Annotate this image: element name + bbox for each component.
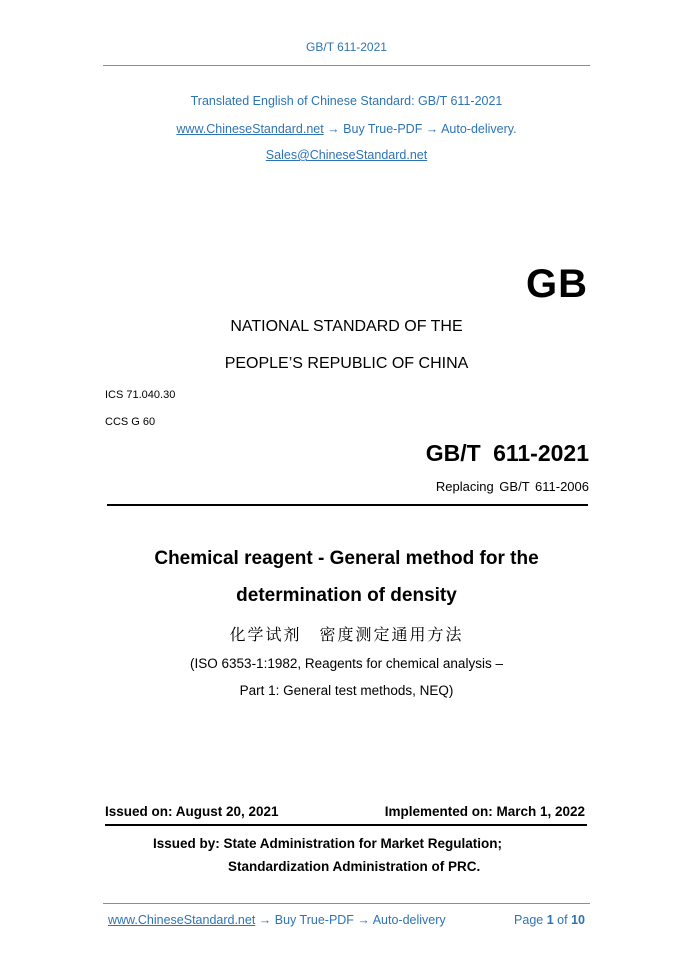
footer-tagline: → Buy True-PDF → Auto-delivery: [255, 913, 446, 927]
promo-email-link[interactable]: Sales@ChineseStandard.net: [265, 148, 428, 162]
footer-site-link[interactable]: www.ChineseStandard.net: [108, 913, 256, 927]
document-title-line-1: Chemical reagent - General method for the: [154, 548, 539, 569]
promo-translation-line: Translated English of Chinese Standard: GB/T 611-2021: [190, 94, 503, 108]
document-title-chinese: 化学试剂 密度测定通用方法: [229, 625, 464, 644]
promo-site-link[interactable]: www.ChineseStandard.net: [176, 122, 324, 136]
iso-reference-line-2: Part 1: General test methods, NEQ): [239, 683, 454, 698]
issued-on-date: Issued on: August 20, 2021: [105, 804, 279, 819]
header-divider: [103, 65, 590, 66]
national-standard-line-2: PEOPLE’S REPUBLIC OF CHINA: [224, 355, 469, 372]
promo-buy-line: [0, 122, 693, 136]
footer-promo: [108, 913, 446, 927]
dates-divider: [105, 824, 587, 826]
standard-number: GB/T 611-2021: [425, 440, 589, 466]
gb-logo-mark: GB: [526, 262, 588, 306]
page-current: 1: [546, 913, 554, 927]
iso-reference-line-1: (ISO 6353-1:1982, Reagents for chemical analysis –: [190, 656, 503, 671]
document-title-line-2: determination of density: [236, 585, 457, 606]
issued-by-line-1: Issued by: State Administration for Market Regulation;: [153, 836, 503, 851]
page-total: 10: [571, 913, 585, 927]
ics-code: ICS 71.040.30: [105, 389, 176, 401]
issued-by-line-2: Standardization Administration of PRC.: [228, 859, 481, 874]
header-title: GB/T 611-2021: [306, 40, 387, 54]
page-indicator: [514, 913, 585, 927]
page-label: Page: [514, 913, 544, 927]
replacing-note: Replacing GB/T 611-2006: [435, 479, 589, 494]
national-standard-line-1: NATIONAL STANDARD OF THE: [230, 318, 463, 335]
promo-email-line: [0, 148, 693, 162]
title-divider: [107, 504, 588, 506]
ccs-code: CCS G 60: [105, 416, 156, 428]
promo-buy-text: → Buy True-PDF → Auto-delivery.: [323, 122, 517, 136]
implemented-on-date: Implemented on: March 1, 2022: [384, 804, 585, 819]
page-of: of: [557, 913, 568, 927]
footer-divider: [103, 903, 590, 904]
